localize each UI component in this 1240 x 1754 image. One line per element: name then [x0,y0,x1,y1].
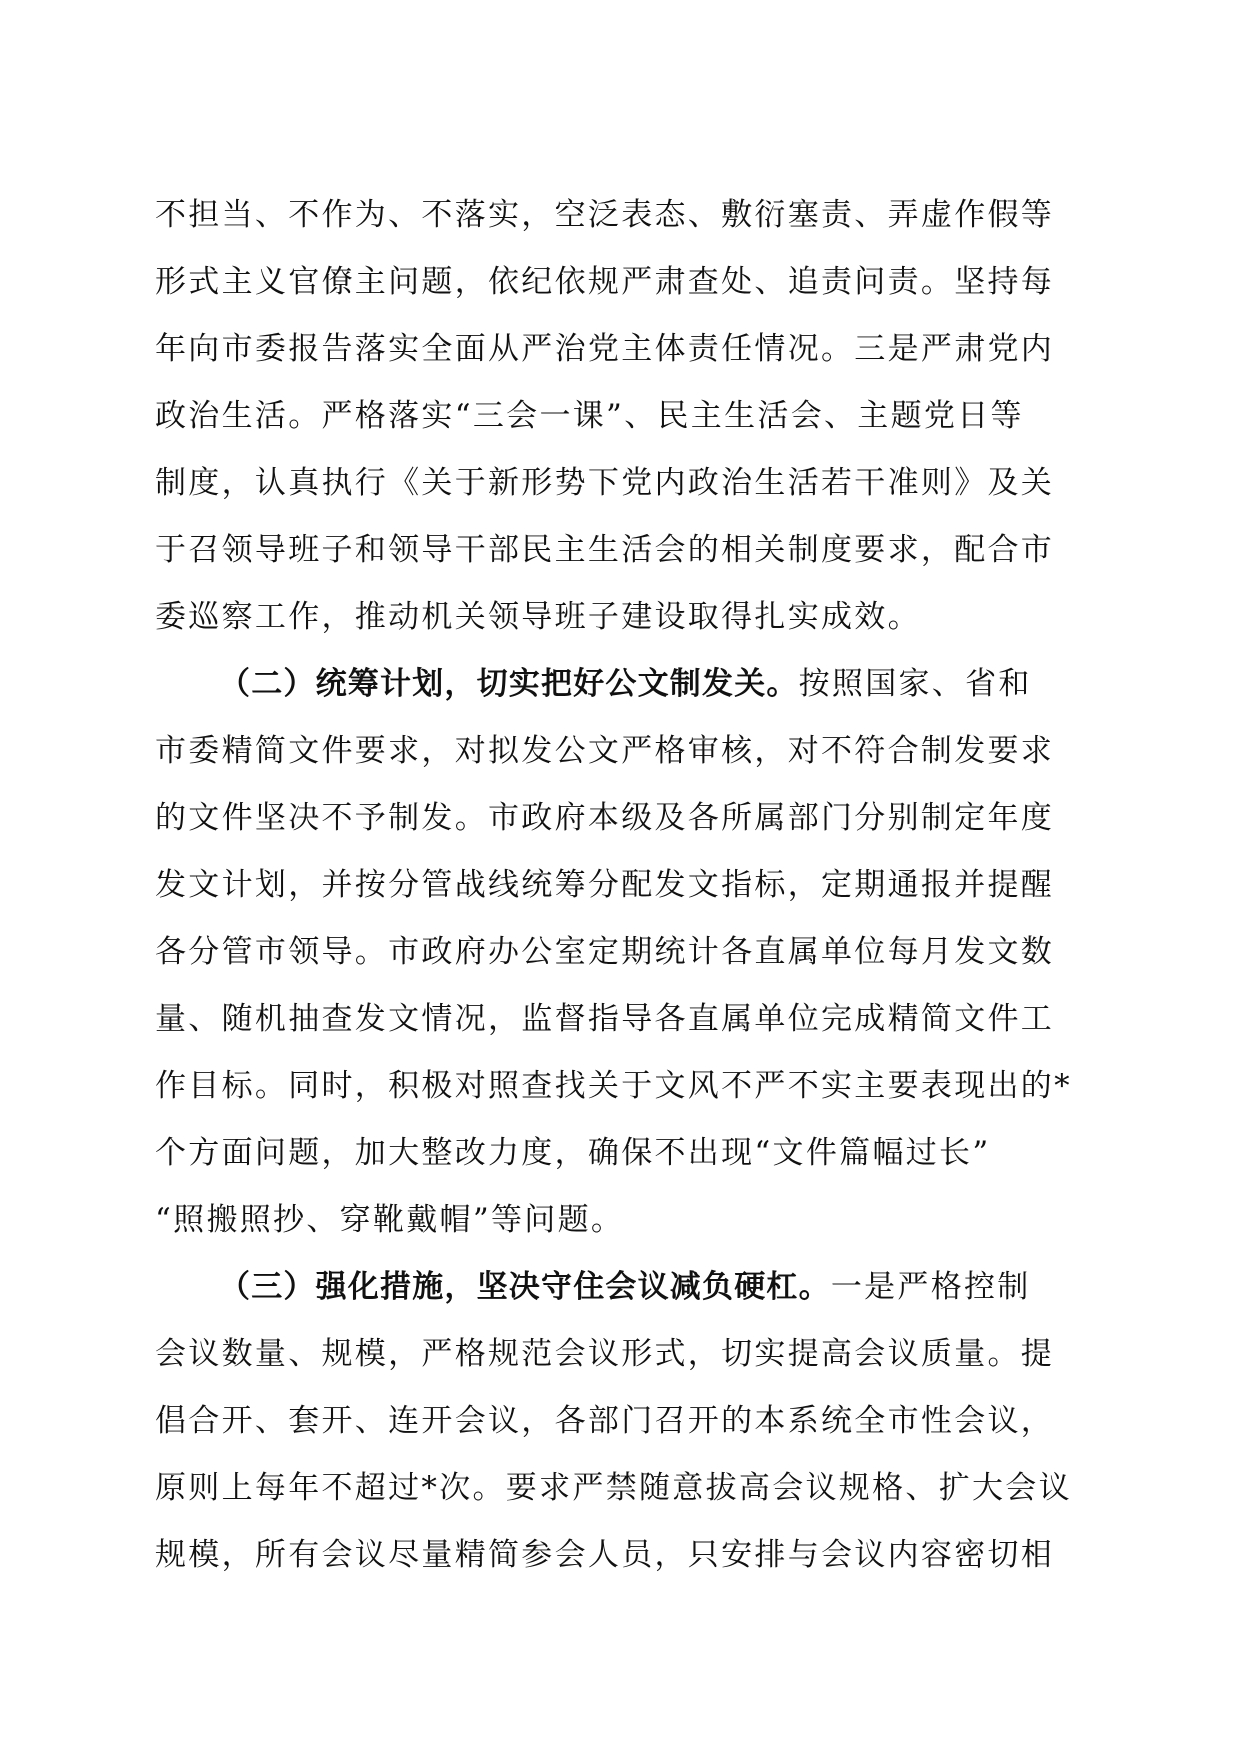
line-text: 会议数量、规模，严格规范会议形式，切实提高会议质量。提 [155,1336,1055,1372]
section-heading-line [155,651,1095,718]
line-text: 发文计划，并按分管战线统筹分配发文指标，定期通报并提醒 [155,867,1055,903]
body-text [155,182,1095,1589]
line-text: 的文件坚决不予制发。市政府本级及各所属部门分别制定年度 [155,800,1055,836]
line-text: 按照国家、省和 [798,666,1032,702]
text-line [155,1321,1095,1388]
line-text: 倡合开、套开、连开会议，各部门召开的本系统全市性会议， [155,1403,1055,1439]
text-line [155,1388,1095,1455]
line-text: 量、随机抽查发文情况，监督指导各直属单位完成精简文件工 [155,1001,1055,1037]
text-line [155,718,1095,785]
text-line [155,316,1095,383]
line-text: 形式主义官僚主问题，依纪依规严肃查处、追责问责。坚持每 [155,264,1055,300]
line-text: 政治生活。严格落实“三会一课”、民主生活会、主题党日等 [155,398,1024,434]
text-line [155,785,1095,852]
section-heading: （二）统筹计划，切实把好公文制发关。 [219,666,799,702]
text-line [155,584,1095,651]
text-line [155,383,1095,450]
line-text: 个方面问题，加大整改力度，确保不出现“文件篇幅过长” [155,1135,991,1171]
text-line [155,1053,1095,1120]
text-line [155,986,1095,1053]
text-line [155,182,1095,249]
line-text: 原则上每年不超过*次。要求严禁随意拔高会议规格、扩大会议 [155,1470,1072,1506]
line-text: 规模，所有会议尽量精简参会人员，只安排与会议内容密切相 [155,1537,1055,1573]
line-text: 不担当、不作为、不落实，空泛表态、敷衍塞责、弄虚作假等 [155,197,1055,233]
line-text: 各分管市领导。市政府办公室定期统计各直属单位每月发文数 [155,934,1055,970]
text-line [155,1522,1095,1589]
line-text: 委巡察工作，推动机关领导班子建设取得扎实成效。 [155,599,921,635]
text-line [155,517,1095,584]
text-line [155,450,1095,517]
section-heading: （三）强化措施，坚决守住会议减负硬杠。 [219,1269,831,1305]
line-text: 制度，认真执行《关于新形势下党内政治生活若干准则》及关 [155,465,1055,501]
line-text: 作目标。同时，积极对照查找关于文风不严不实主要表现出的* [155,1068,1072,1104]
line-text: 年向市委报告落实全面从严治党主体责任情况。三是严肃党内 [155,331,1055,367]
line-text: “照搬照抄、穿靴戴帽”等问题。 [155,1202,625,1238]
line-text: 市委精简文件要求，对拟发公文严格审核，对不符合制发要求 [155,733,1055,769]
section-heading-line [155,1254,1095,1321]
text-line [155,1120,1095,1187]
text-line [155,1187,1095,1254]
text-line [155,249,1095,316]
text-line [155,1455,1095,1522]
text-line [155,852,1095,919]
line-text: 于召领导班子和领导干部民主生活会的相关制度要求，配合市 [155,532,1055,568]
text-line [155,919,1095,986]
line-text: 一是严格控制 [830,1269,1031,1305]
